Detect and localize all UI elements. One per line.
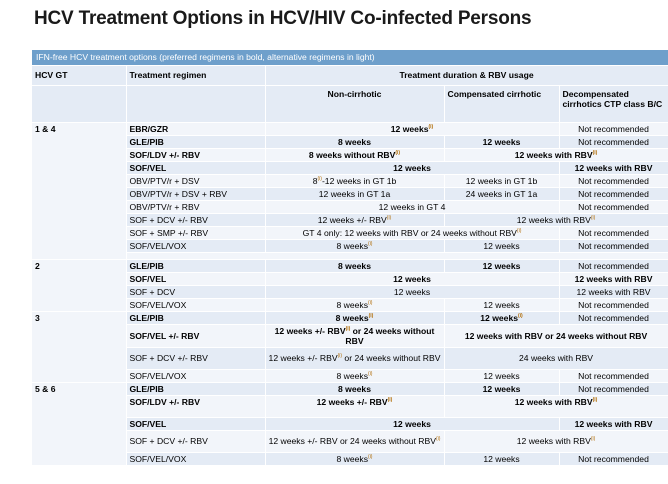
duration-cell: 12 weeks with RBV$^{(i)}$ bbox=[444, 213, 668, 226]
regimen-cell: SOF + DCV +/- RBV bbox=[126, 347, 265, 369]
duration-cell: 12 weeks bbox=[444, 259, 559, 272]
not-recommended-cell: Not recommended bbox=[559, 174, 668, 187]
not-recommended-cell: Not recommended bbox=[559, 298, 668, 311]
regimen-cell: GLE/PIB bbox=[126, 311, 265, 324]
not-recommended-cell: Not recommended bbox=[559, 369, 668, 382]
page-title: HCV Treatment Options in HCV/HIV Co-infected Persons bbox=[34, 8, 532, 29]
header-gt: HCV GT bbox=[32, 65, 126, 85]
regimen-cell: SOF + DCV +/- RBV bbox=[126, 430, 265, 452]
not-recommended-cell: Not recommended bbox=[559, 239, 668, 252]
regimen-cell: GLE/PIB bbox=[126, 259, 265, 272]
duration-cell: 8 weeks bbox=[265, 259, 444, 272]
regimen-cell: GLE/PIB bbox=[126, 382, 265, 395]
duration-cell: 12 weeks +/- RBV$^{(i)}$ bbox=[265, 213, 444, 226]
regimen-cell: OBV/PTV/r + RBV bbox=[126, 200, 265, 213]
duration-cell: 12 weeks in GT 1b bbox=[444, 174, 559, 187]
regimen-cell: OBV/PTV/r + DSV + RBV bbox=[126, 187, 265, 200]
not-recommended-cell: Not recommended bbox=[559, 135, 668, 148]
not-recommended-cell: Not recommended bbox=[559, 200, 668, 213]
gt-label: 3 bbox=[32, 311, 126, 382]
duration-cell: 24 weeks with RBV bbox=[444, 347, 668, 369]
duration-cell: 8 weeks$^{(i)}$ bbox=[265, 311, 444, 324]
regimen-cell: SOF/VEL/VOX bbox=[126, 452, 265, 465]
regimen-cell: SOF/VEL/VOX bbox=[126, 298, 265, 311]
duration-cell: 12 weeks bbox=[265, 285, 559, 298]
regimen-cell: SOF/VEL bbox=[126, 272, 265, 285]
regimen-cell: SOF/VEL bbox=[126, 161, 265, 174]
duration-cell: 8 weeks$^{(i)}$ bbox=[265, 239, 444, 252]
regimen-cell: GLE/PIB bbox=[126, 135, 265, 148]
not-recommended-cell: Not recommended bbox=[559, 122, 668, 135]
duration-cell: 12 weeks bbox=[444, 382, 559, 395]
header-duration: Treatment duration & RBV usage bbox=[265, 65, 668, 85]
regimen-cell: SOF + DCV +/- RBV bbox=[126, 213, 265, 226]
duration-cell: 8 weeks without RBV$^{(i)}$ bbox=[265, 148, 444, 161]
duration-cell: 12 weeks with RBV$^{(i)}$ bbox=[444, 430, 668, 452]
gt-label: 2 bbox=[32, 259, 126, 311]
header-blank bbox=[32, 85, 126, 122]
duration-cell: 12 weeks bbox=[265, 161, 559, 174]
duration-cell: 12 weeks with RBV bbox=[559, 272, 668, 285]
duration-cell: GT 4 only: 12 weeks with RBV or 24 weeks without RBV$^{(i)}$ bbox=[265, 226, 559, 239]
duration-cell: 12 weeks$^{(i)}$ bbox=[444, 311, 559, 324]
regimen-cell: SOF/VEL/VOX bbox=[126, 369, 265, 382]
duration-cell: 12 weeks in GT 1a bbox=[265, 187, 444, 200]
duration-cell: 12 weeks bbox=[444, 298, 559, 311]
header-decompensated: Decompensated cirrhotics CTP class B/C bbox=[559, 85, 668, 122]
duration-cell: 12 weeks bbox=[444, 135, 559, 148]
header-regimen: Treatment regimen bbox=[126, 65, 265, 85]
duration-cell: 12 weeks with RBV bbox=[559, 285, 668, 298]
regimen-cell: SOF + SMP +/- RBV bbox=[126, 226, 265, 239]
duration-cell: 12 weeks +/- RBV or 24 weeks without RBV$^{(i)}$ bbox=[265, 430, 444, 452]
header-noncirrhotic: Non-cirrhotic bbox=[265, 85, 444, 122]
duration-cell: 24 weeks in GT 1a bbox=[444, 187, 559, 200]
not-recommended-cell: Not recommended bbox=[559, 311, 668, 324]
header-blank bbox=[126, 85, 265, 122]
duration-cell: 12 weeks bbox=[444, 239, 559, 252]
treatment-table bbox=[32, 50, 668, 466]
not-recommended-cell: Not recommended bbox=[559, 187, 668, 200]
duration-cell: 12 weeks$^{(i)}$ bbox=[265, 122, 559, 135]
duration-cell: 12 weeks bbox=[265, 417, 559, 430]
duration-cell: 12 weeks with RBV bbox=[559, 161, 668, 174]
duration-cell: 8 weeks bbox=[265, 382, 444, 395]
duration-cell: 12 weeks +/- RBV$^{(i)}$ or 24 weeks without RBV bbox=[265, 324, 444, 347]
regimen-cell: SOF/VEL bbox=[126, 417, 265, 430]
duration-cell: 12 weeks with RBV or 24 weeks without RBV bbox=[444, 324, 668, 347]
duration-cell: 12 weeks with RBV$^{(i)}$ bbox=[444, 148, 668, 161]
gt-label: 5 & 6 bbox=[32, 382, 126, 465]
duration-cell: 12 weeks +/- RBV$^{(i)}$ or 24 weeks without RBV bbox=[265, 347, 444, 369]
duration-cell: 8$^{(i)}$-12 weeks in GT 1b bbox=[265, 174, 444, 187]
table-caption: IFN-free HCV treatment options (preferred regimens in bold, alternative regimens in light) bbox=[32, 50, 668, 65]
not-recommended-cell: Not recommended bbox=[559, 226, 668, 239]
spacer-row bbox=[126, 252, 668, 259]
duration-cell: 12 weeks +/- RBV$^{(i)}$ bbox=[265, 395, 444, 417]
regimen-cell: SOF/LDV +/- RBV bbox=[126, 395, 265, 417]
duration-cell: 12 weeks with RBV$^{(i)}$ bbox=[444, 395, 668, 417]
duration-cell: 8 weeks$^{(i)}$ bbox=[265, 369, 444, 382]
duration-cell: 8 weeks$^{(i)}$ bbox=[265, 452, 444, 465]
regimen-cell: SOF/LDV +/- RBV bbox=[126, 148, 265, 161]
gt-label: 1 & 4 bbox=[32, 122, 126, 259]
not-recommended-cell: Not recommended bbox=[559, 452, 668, 465]
regimen-cell: SOF + DCV bbox=[126, 285, 265, 298]
regimen-cell: OBV/PTV/r + DSV bbox=[126, 174, 265, 187]
duration-cell: 12 weeks in GT 4 bbox=[265, 200, 559, 213]
duration-cell: 12 weeks bbox=[265, 272, 559, 285]
regimen-cell: SOF/VEL +/- RBV bbox=[126, 324, 265, 347]
not-recommended-cell: Not recommended bbox=[559, 259, 668, 272]
header-compensated: Compensated cirrhotic bbox=[444, 85, 559, 122]
regimen-cell: SOF/VEL/VOX bbox=[126, 239, 265, 252]
not-recommended-cell: Not recommended bbox=[559, 382, 668, 395]
duration-cell: 12 weeks bbox=[444, 452, 559, 465]
duration-cell: 8 weeks$^{(i)}$ bbox=[265, 298, 444, 311]
duration-cell: 12 weeks bbox=[444, 369, 559, 382]
duration-cell: 12 weeks with RBV bbox=[559, 417, 668, 430]
duration-cell: 8 weeks bbox=[265, 135, 444, 148]
regimen-cell: EBR/GZR bbox=[126, 122, 265, 135]
